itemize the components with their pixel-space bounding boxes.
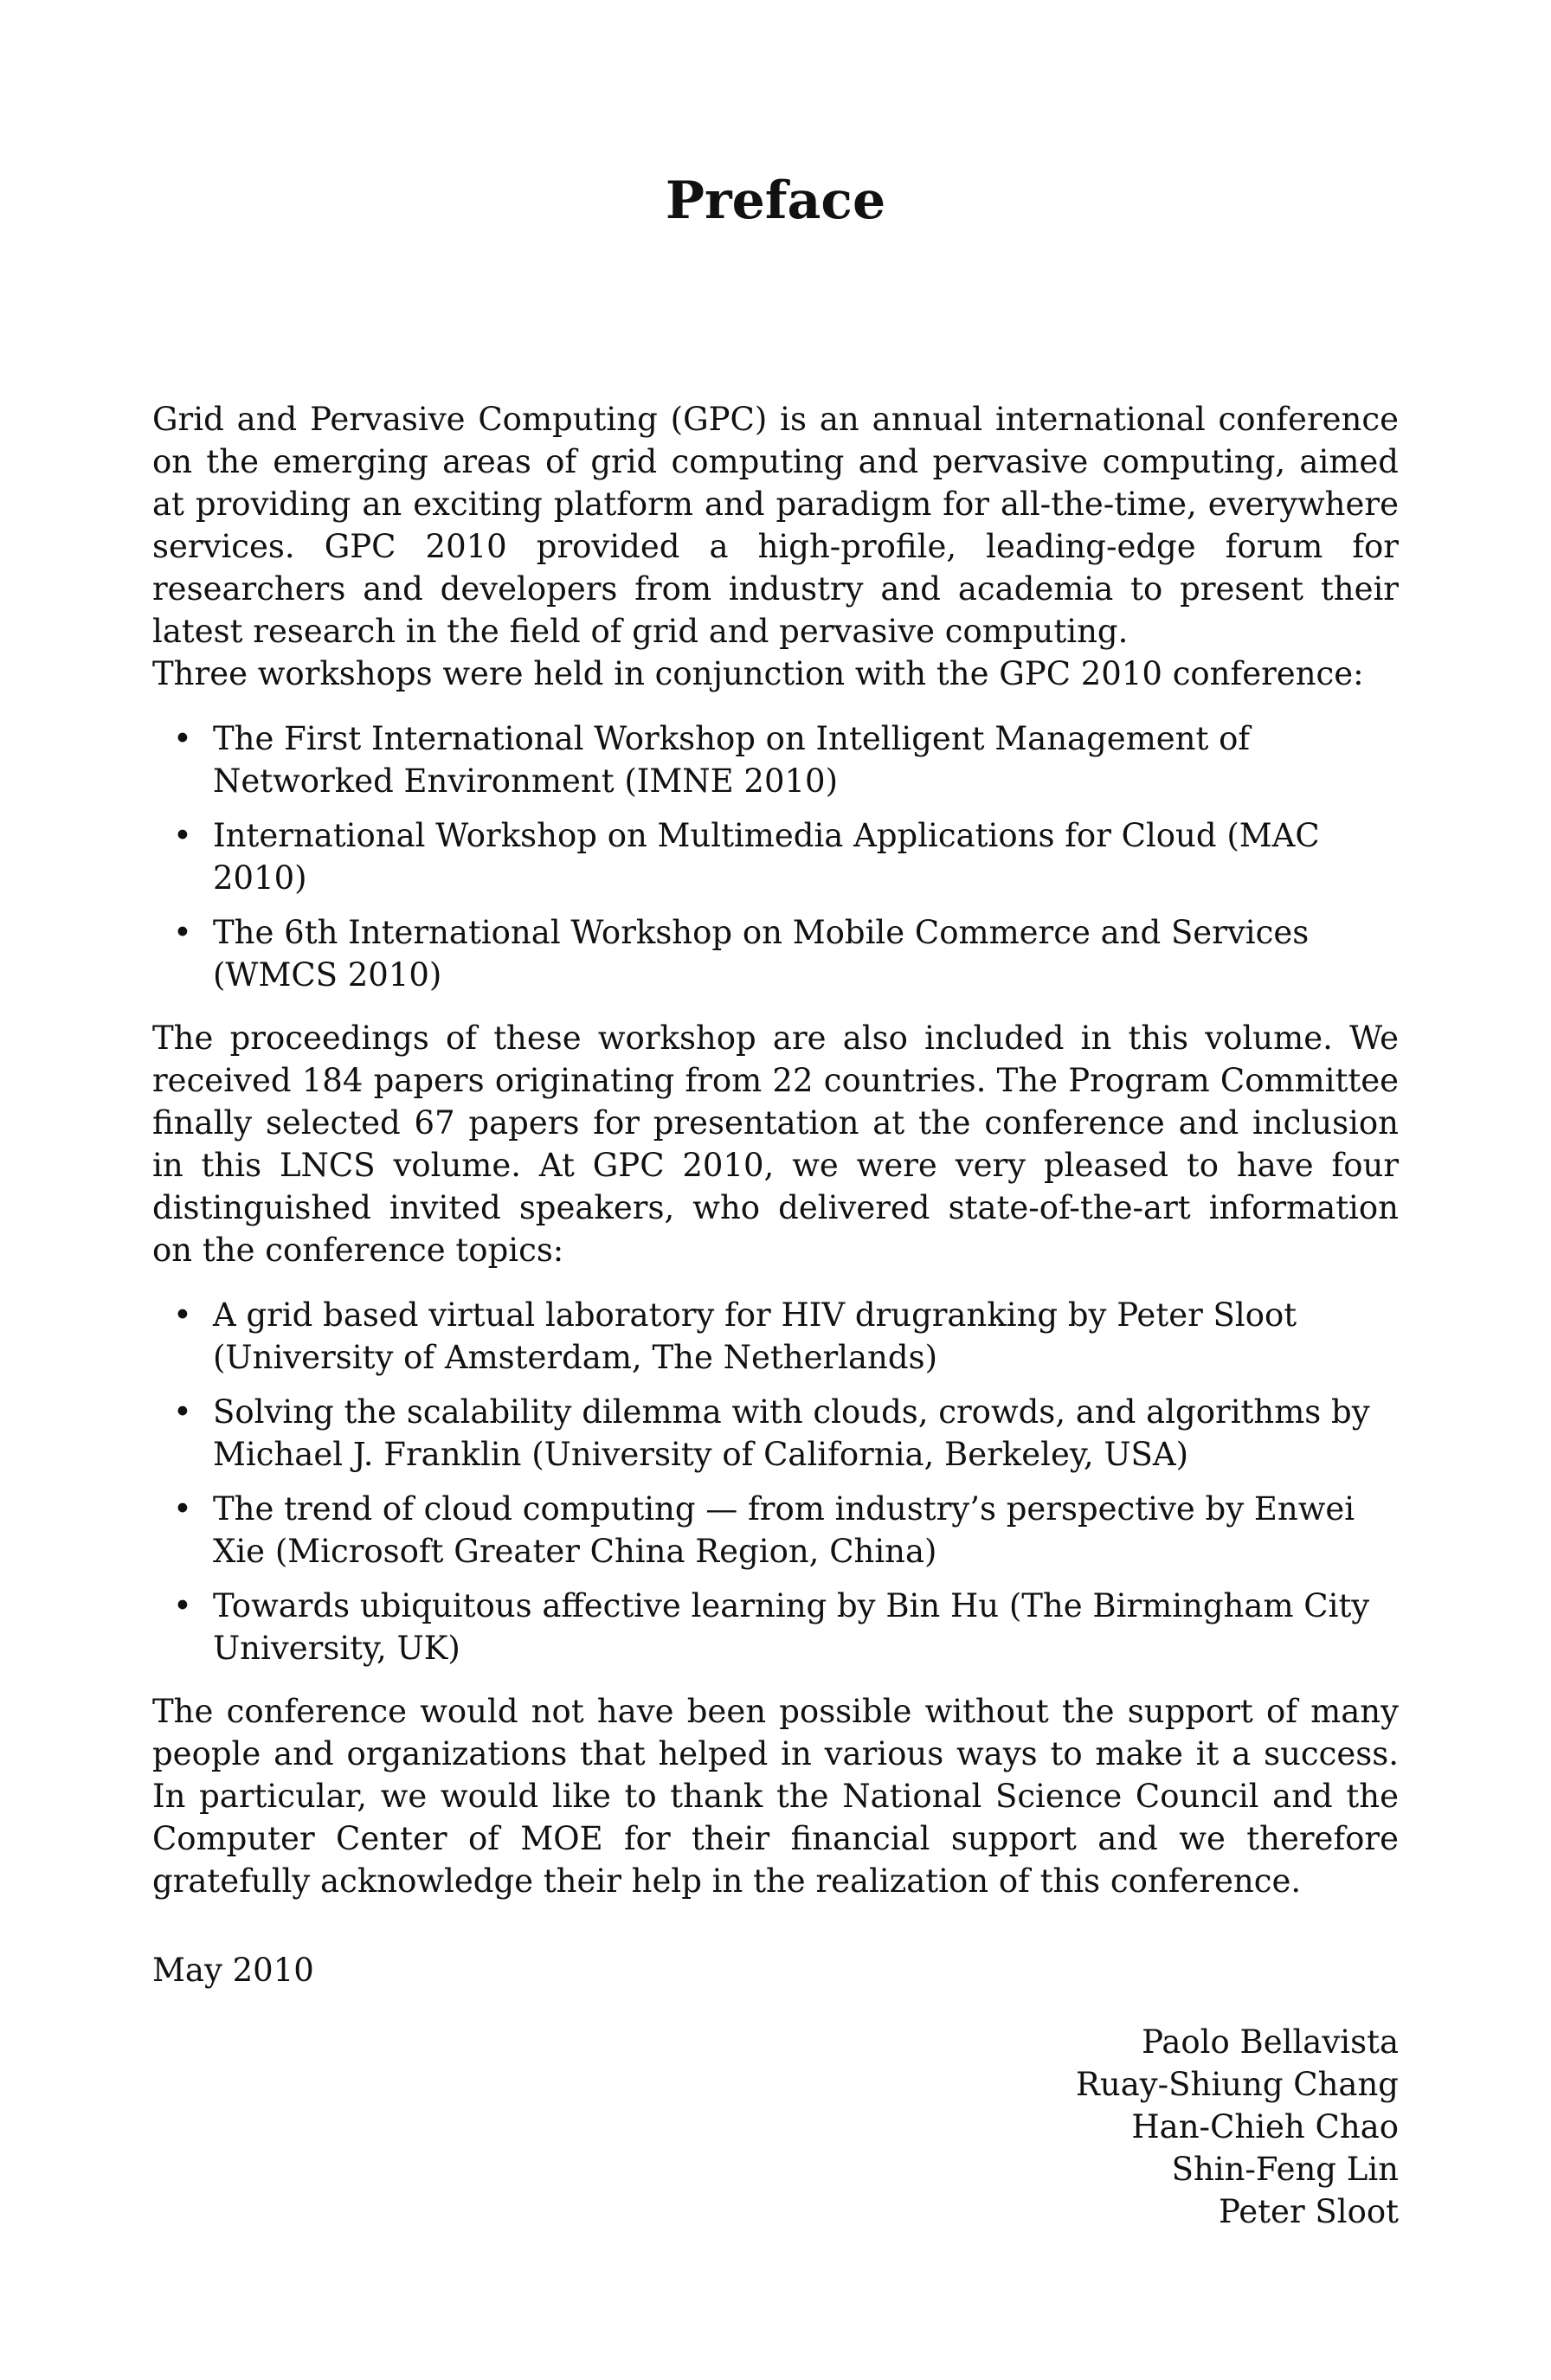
list-item-workshop: • The 6th International Workshop on Mobile Commerce and Services (WMCS 2010) [152, 911, 1399, 996]
list-item-workshop: • The First International Workshop on Intelligent Management of Networked Environment (IMNE 2010) [152, 717, 1399, 802]
workshops-intro-paragraph: Three workshops were held in conjunction with the GPC 2010 conference: [152, 655, 1364, 692]
proceedings-paragraph: The proceedings of these workshop are also included in this volume. We received 184 papers originating from 22 countries. The Program Committee finally selected 67 papers for presentation at the conference and inclusion in this LNCS volume. At GPC 2010, we were very pleased to have four distinguished invited speakers, who delivered state-of-the-art information on the conference topics: [152, 1020, 1399, 1269]
list-item-speaker: • A grid based virtual laboratory for HIV drugranking by Peter Sloot (University of Amsterdam, The Netherlands) [152, 1294, 1399, 1379]
list-item-speaker: • The trend of cloud computing — from industry’s perspective by Enwei Xie (Microsoft Greater China Region, China) [152, 1488, 1399, 1573]
page-title: Preface [665, 170, 886, 231]
list-item-speaker: • Solving the scalability dilemma with clouds, crowds, and algorithms by Michael J. Franklin (University of California, Berkeley, USA) [152, 1391, 1399, 1476]
preface-date: May 2010 [152, 1952, 314, 1989]
list-item-speaker: • Towards ubiquitous affective learning by Bin Hu (The Birmingham City University, UK) [152, 1585, 1399, 1669]
preface-body [152, 398, 1399, 2233]
speaker-list [152, 1294, 1399, 1669]
signatory-name: Paolo Bellavista [1142, 2023, 1399, 2061]
signatory-name: Han-Chieh Chao [1131, 2108, 1399, 2145]
list-item-workshop: • International Workshop on Multimedia Applications for Cloud (MAC 2010) [152, 814, 1399, 899]
signatory-name: Ruay-Shiung Chang [1076, 2066, 1399, 2103]
acknowledgment-paragraph: The conference would not have been possible without the support of many people and organizations that helped in various ways to make it a success. In particular, we would like to thank the National Science Council and the Computer Center of MOE for their financial support and we therefore gratefully acknowledge their help in the realization of this conference. [152, 1693, 1399, 1900]
signatory-list [152, 2021, 1399, 2233]
intro-paragraph: Grid and Pervasive Computing (GPC) is an annual international conference on the emerging areas of grid computing and pervasive computing, aimed at providing an exciting platform and paradigm for all-the-time, everywhere services. GPC 2010 provided a high-profile, leading-edge forum for researchers and developers from industry and academia to present their latest research in the field of grid and pervasive computing. [152, 401, 1399, 650]
workshop-list [152, 717, 1399, 996]
signatory-name: Shin-Feng Lin [1171, 2151, 1399, 2188]
signatory-name: Peter Sloot [1219, 2193, 1399, 2230]
